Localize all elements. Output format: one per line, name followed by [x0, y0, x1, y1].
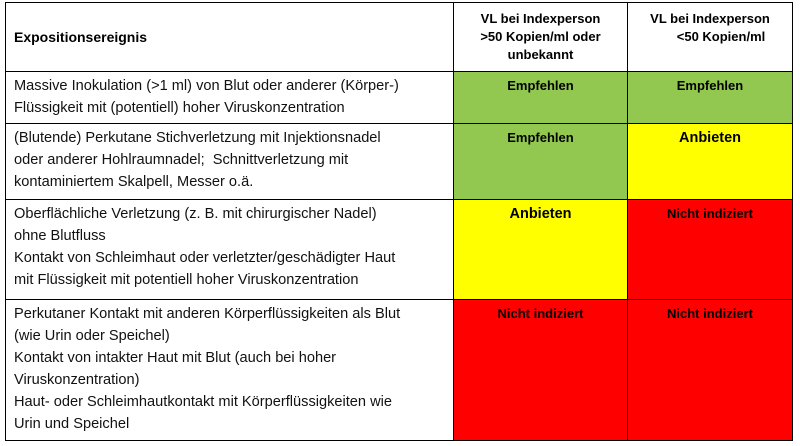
header-exposure: Expositionsereignis — [6, 3, 454, 72]
header-vl-low — [628, 3, 793, 72]
header-vl-low-line: VL bei Indexperson — [650, 11, 770, 26]
header-vl-high — [454, 3, 628, 72]
recommendation-low-vl: Empfehlen — [628, 72, 793, 124]
header-vl-low-line: <50 Kopien/ml — [676, 29, 766, 44]
recommendation-low-vl: Anbieten — [628, 124, 793, 200]
description-line: Flüssigkeit mit (potentiell) hoher Viruskonzentration — [14, 100, 345, 116]
recommendation-high-vl: Anbieten — [454, 200, 628, 300]
description-line: Massive Inokulation (>1 ml) von Blut oder anderer (Körper-) — [14, 78, 399, 94]
description-line: mit Flüssigkeit mit potentiell hoher Viruskonzentration — [14, 272, 359, 288]
description-line: kontaminiertem Skalpell, Messer o.ä. — [14, 174, 254, 190]
description-line: Viruskonzentration) — [14, 372, 140, 388]
description-line: ohne Blutfluss — [14, 228, 106, 244]
header-vl-high-line: >50 Kopien/ml oder — [480, 29, 601, 44]
exposure-description — [6, 300, 454, 441]
recommendation-low-vl: Nicht indiziert — [628, 200, 793, 300]
table-row — [6, 124, 793, 200]
exposure-description — [6, 124, 454, 200]
recommendation-high-vl: Empfehlen — [454, 72, 628, 124]
description-line: (Blutende) Perkutane Stichverletzung mit Injektionsnadel — [14, 130, 381, 146]
table-row — [6, 200, 793, 300]
exposure-description — [6, 72, 454, 124]
table-row — [6, 72, 793, 124]
recommendation-low-vl: Nicht indiziert — [628, 300, 793, 441]
header-vl-high-line: VL bei Indexperson — [480, 11, 601, 26]
description-line: Oberflächliche Verletzung (z. B. mit chirurgischer Nadel) — [14, 206, 377, 222]
table-row — [6, 300, 793, 441]
description-line: Perkutaner Kontakt mit anderen Körperflüssigkeiten als Blut — [14, 306, 401, 322]
description-line: Kontakt von intakter Haut mit Blut (auch bei hoher — [14, 350, 337, 366]
exposure-description — [6, 200, 454, 300]
recommendation-high-vl: Nicht indiziert — [454, 300, 628, 441]
description-line: Haut- oder Schleimhautkontakt mit Körperflüssigkeiten wie — [14, 394, 392, 410]
pep-recommendation-table — [5, 2, 793, 441]
description-line: Kontakt von Schleimhaut oder verletzter/geschädigter Haut — [14, 250, 396, 266]
description-line: Urin und Speichel — [14, 416, 130, 432]
header-vl-high-line: unbekannt — [507, 47, 574, 62]
description-line: oder anderer Hohlraumnadel; Schnittverletzung mit — [14, 152, 349, 168]
description-line: (wie Urin oder Speichel) — [14, 328, 170, 344]
header-row — [6, 3, 793, 72]
recommendation-high-vl: Empfehlen — [454, 124, 628, 200]
